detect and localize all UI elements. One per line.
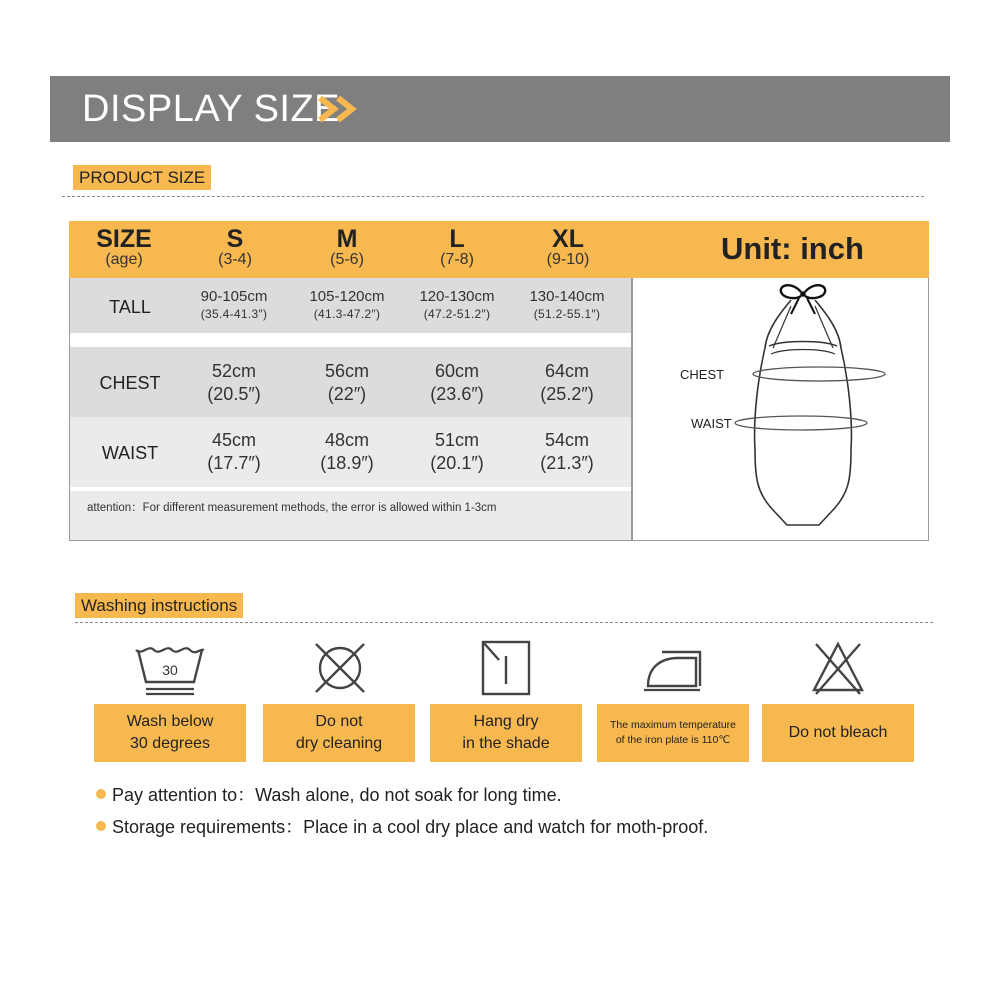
no-bleach-label-text: Do not bleach xyxy=(788,724,888,741)
chest-cell-xl: 64cm (25.2″) xyxy=(540,361,594,404)
size-table xyxy=(69,221,929,541)
wash-line: Do not xyxy=(315,713,363,730)
note-storage xyxy=(96,813,708,839)
wash-line: Wash below xyxy=(126,713,214,730)
no-bleach-label-box xyxy=(762,704,914,762)
diagram-waist-label: WAIST xyxy=(691,416,732,431)
display-size-banner xyxy=(50,76,950,142)
header-size-s: S (3-4) xyxy=(218,225,252,268)
svg-text:30: 30 xyxy=(162,662,178,678)
bullet-dot-icon xyxy=(96,821,106,831)
tall-cell-s: 90-105cm (35.4-41.3″) xyxy=(200,288,268,321)
hang-dry-label-box xyxy=(430,704,582,762)
header-size-l: L (7-8) xyxy=(440,225,474,268)
row-label-chest: CHEST xyxy=(99,373,161,393)
banner-title: DISPLAY SIZE xyxy=(82,88,341,130)
note-text: Storage requirements：Place in a cool dry place and watch for moth-proof. xyxy=(112,817,709,837)
wash-line: 30 degrees xyxy=(129,735,211,752)
wash-label-text xyxy=(127,711,214,755)
iron-icon xyxy=(634,638,714,698)
wash-line: The maximum temperature xyxy=(609,719,737,731)
section-divider xyxy=(62,196,924,197)
wash-label-box xyxy=(94,704,246,762)
iron-label-box xyxy=(597,704,749,762)
note-text: Pay attention to：Wash alone, do not soak for long time. xyxy=(112,785,562,805)
row-gap xyxy=(70,333,631,347)
size-table-body xyxy=(69,278,632,541)
iron-label-text xyxy=(610,718,736,748)
waist-cell-m: 48cm (18.9″) xyxy=(320,430,374,473)
swimsuit-diagram-panel xyxy=(632,278,929,541)
section-divider xyxy=(75,622,933,623)
tall-cell-m: 105-120cm (41.3-47.2″) xyxy=(309,288,385,321)
header-age-label: (age) xyxy=(105,251,143,268)
double-chevron-right-icon xyxy=(316,95,364,123)
chest-cell-l: 60cm (23.6″) xyxy=(430,361,484,404)
diagram-chest-label: CHEST xyxy=(680,367,725,382)
waist-cell-l: 51cm (20.1″) xyxy=(430,430,484,473)
chest-cell-s: 52cm (20.5″) xyxy=(207,361,261,404)
attention-note: attention：For different measurement methods, the error is allowed within 1-3cm xyxy=(87,502,497,514)
header-size-xl: XL (9-10) xyxy=(546,225,590,268)
dry-clean-label-box xyxy=(263,704,415,762)
header-size-column xyxy=(69,227,179,269)
wash-line: in the shade xyxy=(462,735,550,752)
no-dry-clean-icon xyxy=(300,638,380,698)
dry-clean-label-text xyxy=(296,711,382,755)
note-pay-attention xyxy=(96,781,562,807)
washing-instructions-tag: Washing instructions xyxy=(75,593,243,618)
wash-line: Hang dry xyxy=(473,713,539,730)
wash-30-icon xyxy=(130,638,210,698)
no-bleach-icon xyxy=(798,638,878,698)
size-table-header xyxy=(69,221,929,278)
tall-cell-xl: 130-140cm (51.2-55.1″) xyxy=(529,288,605,321)
waist-cell-s: 45cm (17.7″) xyxy=(207,430,261,473)
row-label-waist: WAIST xyxy=(101,443,159,463)
unit-label: Unit: inch xyxy=(721,231,864,266)
hang-dry-label-text xyxy=(462,711,549,755)
tall-cell-l: 120-130cm (47.2-51.2″) xyxy=(419,288,495,321)
chest-cell-m: 56cm (22″) xyxy=(324,361,369,404)
hang-dry-shade-icon xyxy=(466,638,546,698)
row-label-tall: TALL xyxy=(109,297,151,317)
header-size-m: M (5-6) xyxy=(330,225,364,268)
row-gap xyxy=(70,487,631,491)
bullet-dot-icon xyxy=(96,789,106,799)
header-size-label: SIZE xyxy=(96,225,152,253)
wash-line: dry cleaning xyxy=(295,735,383,752)
swimsuit-diagram-icon xyxy=(633,278,928,540)
wash-line: of the iron plate is 110℃ xyxy=(615,734,731,746)
product-size-tag: PRODUCT SIZE xyxy=(73,165,211,190)
waist-cell-xl: 54cm (21.3″) xyxy=(540,430,594,473)
